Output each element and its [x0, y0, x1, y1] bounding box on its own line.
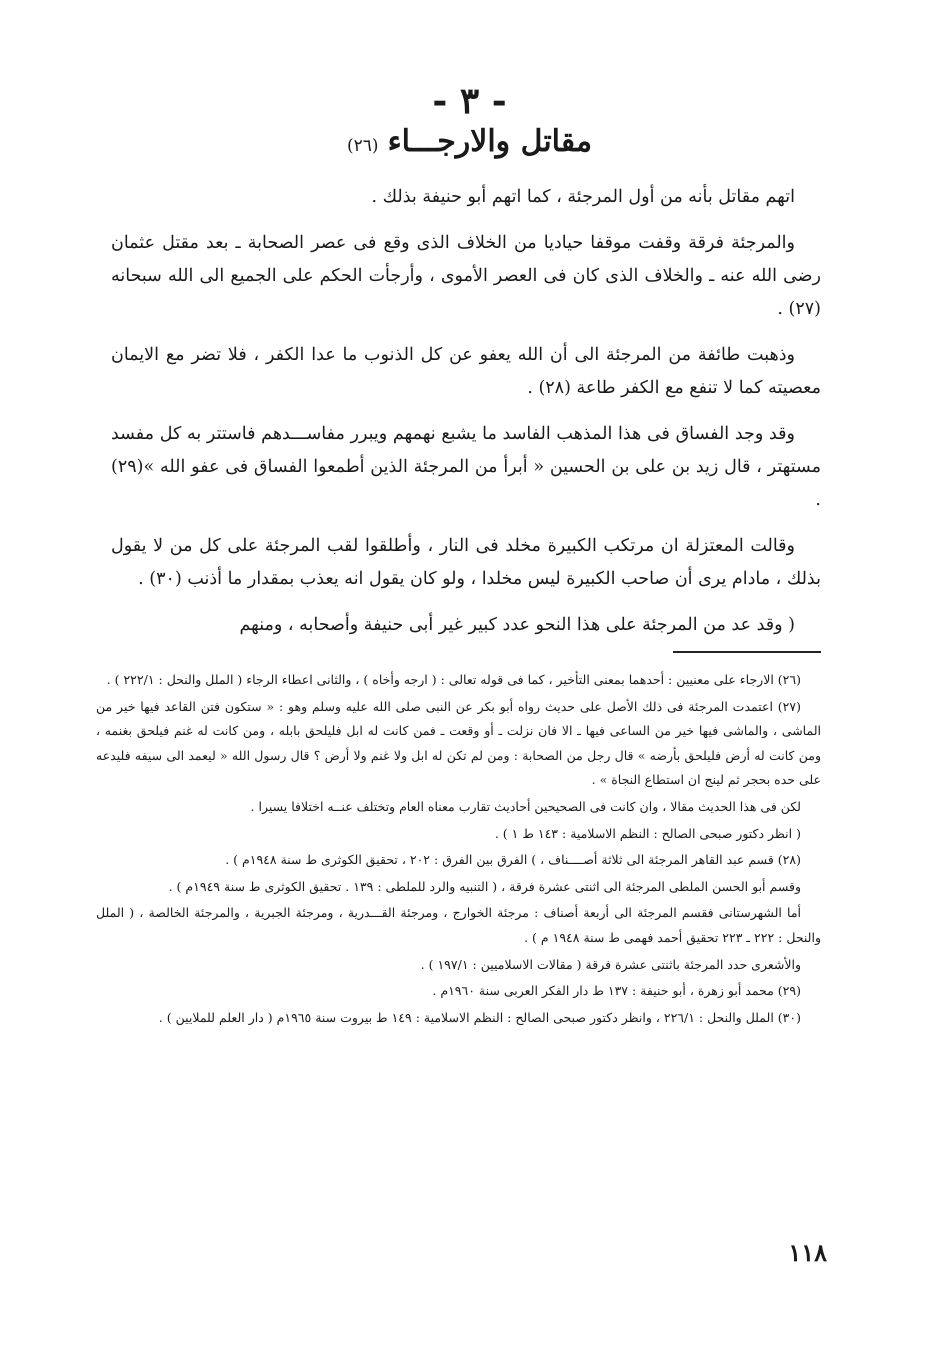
footnote: ( انظر دكتور صبحى الصالح : النظم الاسلامية : ١٤٣ ط ١ ) . [494, 825, 801, 841]
footnote: (٢٧) اعتمدت المرجئة فى ذلك الأصل على حديث رواه أبو بكر عن النبى صلى الله عليه وسلم وهو : « ستكون فتن القاعد فيها خير من الماشى ، والماشى فيها خير من الساعى فيها ـ الا فان نزلت ـ أو وقعت ـ فمن كانت له ابل فليلحق بابله ، ومن كانت له غنم فيلحق بغنمه ، ومن كانت له أرض فليلحق بأرضه » قال رجل من الصحابة : ومن لم تكن له ابل ولا غنم ولا أرض ؟ قال رسول الله « ليعمد الى سيفه فليدعه على حده بحجر ثم لينج ان استطاع النجاة » . [96, 698, 821, 788]
footnote: أما الشهرستانى فقسم المرجئة الى أربعة أصناف : مرجئة الخوارج ، ومرجئة القـــدرية ، ومرجئة الجبرية ، والمرجئة الخالصة ، ( الملل والنحل : ٢٢٢ ـ ٢٢٣ تحقيق أحمد فهمى ط سنة ١٩٤٨ م ) . [96, 905, 821, 945]
section-number: - ٣ - [432, 80, 507, 122]
page-number: ١١٨ [788, 1238, 827, 1267]
footnote-divider [673, 651, 821, 653]
paragraph: وقالت المعتزلة ان مرتكب الكبيرة مخلد فى النار ، وأطلقوا لقب المرجئة على كل من لا يقول بذلك ، مادام يرى أن صاحب الكبيرة ليس مخلدا ، ولو كان يقول انه يعذب بمقدار ما أذنب (٣٠) . [111, 536, 821, 589]
paragraph: اتهم مقاتل بأنه من أول المرجئة ، كما اتهم أبو حنيفة بذلك . [371, 187, 795, 207]
footnote: (٢٩) محمد أبو زهرة ، أبو حنيفة : ١٣٧ ط دار الفكر العربى سنة ١٩٦٠م . [432, 983, 801, 999]
footnotes [96, 668, 821, 1032]
chapter-title-footnote-ref: (٢٦) [346, 136, 379, 156]
footnote: والأشعرى حدد المرجئة باثنتى عشرة فرقة ( مقالات الاسلاميين : ١٩٧/١ ) . [420, 956, 801, 972]
footnote: لكن فى هذا الحديث مقالا ، وان كانت فى الصحيحين أحاديث تقارب معناه العام وتختلف عنــه اختلافا يسيرا . [250, 798, 801, 814]
paragraph: ( وقد عد من المرجئة على هذا النحو عدد كبير غير أبى حنيفة وأصحابه ، ومنهم [239, 615, 795, 635]
footnote: (٢٨) قسم عبد القاهر المرجئة الى ثلاثة أصــــناف ، ) الفرق بين الفرق : ٢٠٢ ، تحقيق الكوثرى ط سنة ١٩٤٨م ) . [225, 852, 801, 868]
body-text [111, 181, 821, 655]
paragraph: وقد وجد الفساق فى هذا المذهب الفاسد ما يشبع نهمهم ويبرر مفاســـدهم فاستتر به كل مفسد مستهتر ، قال زيد بن على بن الحسين « أبرأ من المرجئة الذين أطمعوا الفساق فى عفو الله »(٢٩) . [111, 424, 821, 510]
chapter-title [0, 124, 939, 159]
footnote: (٢٦) الارجاء على معنيين : أحدهما بمعنى التأخير ، كما فى قوله تعالى : ( ارجه وأخاه ) ، والثانى اعطاء الرجاء ( الملل والنحل : ٢٢٢/١ ) . [106, 672, 801, 687]
footnote: (٣٠) الملل والنحل : ٢٢٦/١ ، وانظر دكتور صبحى الصالح : النظم الاسلامية : ١٤٩ ط بيروت سنة ١٩٦٥م ( دار العلم للملايين ) . [158, 1009, 801, 1025]
chapter-title-text: مقاتل والارجـــاء [387, 124, 593, 159]
paragraph: وذهبت طائفة من المرجئة الى أن الله يعفو عن كل الذنوب ما عدا الكفر ، فلا تضر مع الايمان معصيته كما لا تنفع مع الكفر طاعة (٢٨) . [111, 345, 821, 398]
paragraph: والمرجئة فرقة وقفت موقفا حياديا من الخلاف الذى وقع فى عصر الصحابة ـ بعد مقتل عثمان رضى الله عنه ـ والخلاف الذى كان فى العصر الأموى ، وأرجأت الحكم على الجميع الى الله سبحانه (٢٧) . [111, 233, 821, 319]
footnote: وقسم أبو الحسن الملطى المرجئة الى اثنتى عشرة فرقة ، ( التنبيه والرد للملطى : ١٣٩ . تحقيق الكوثرى ط سنة ١٩٤٩م ) . [168, 878, 801, 894]
